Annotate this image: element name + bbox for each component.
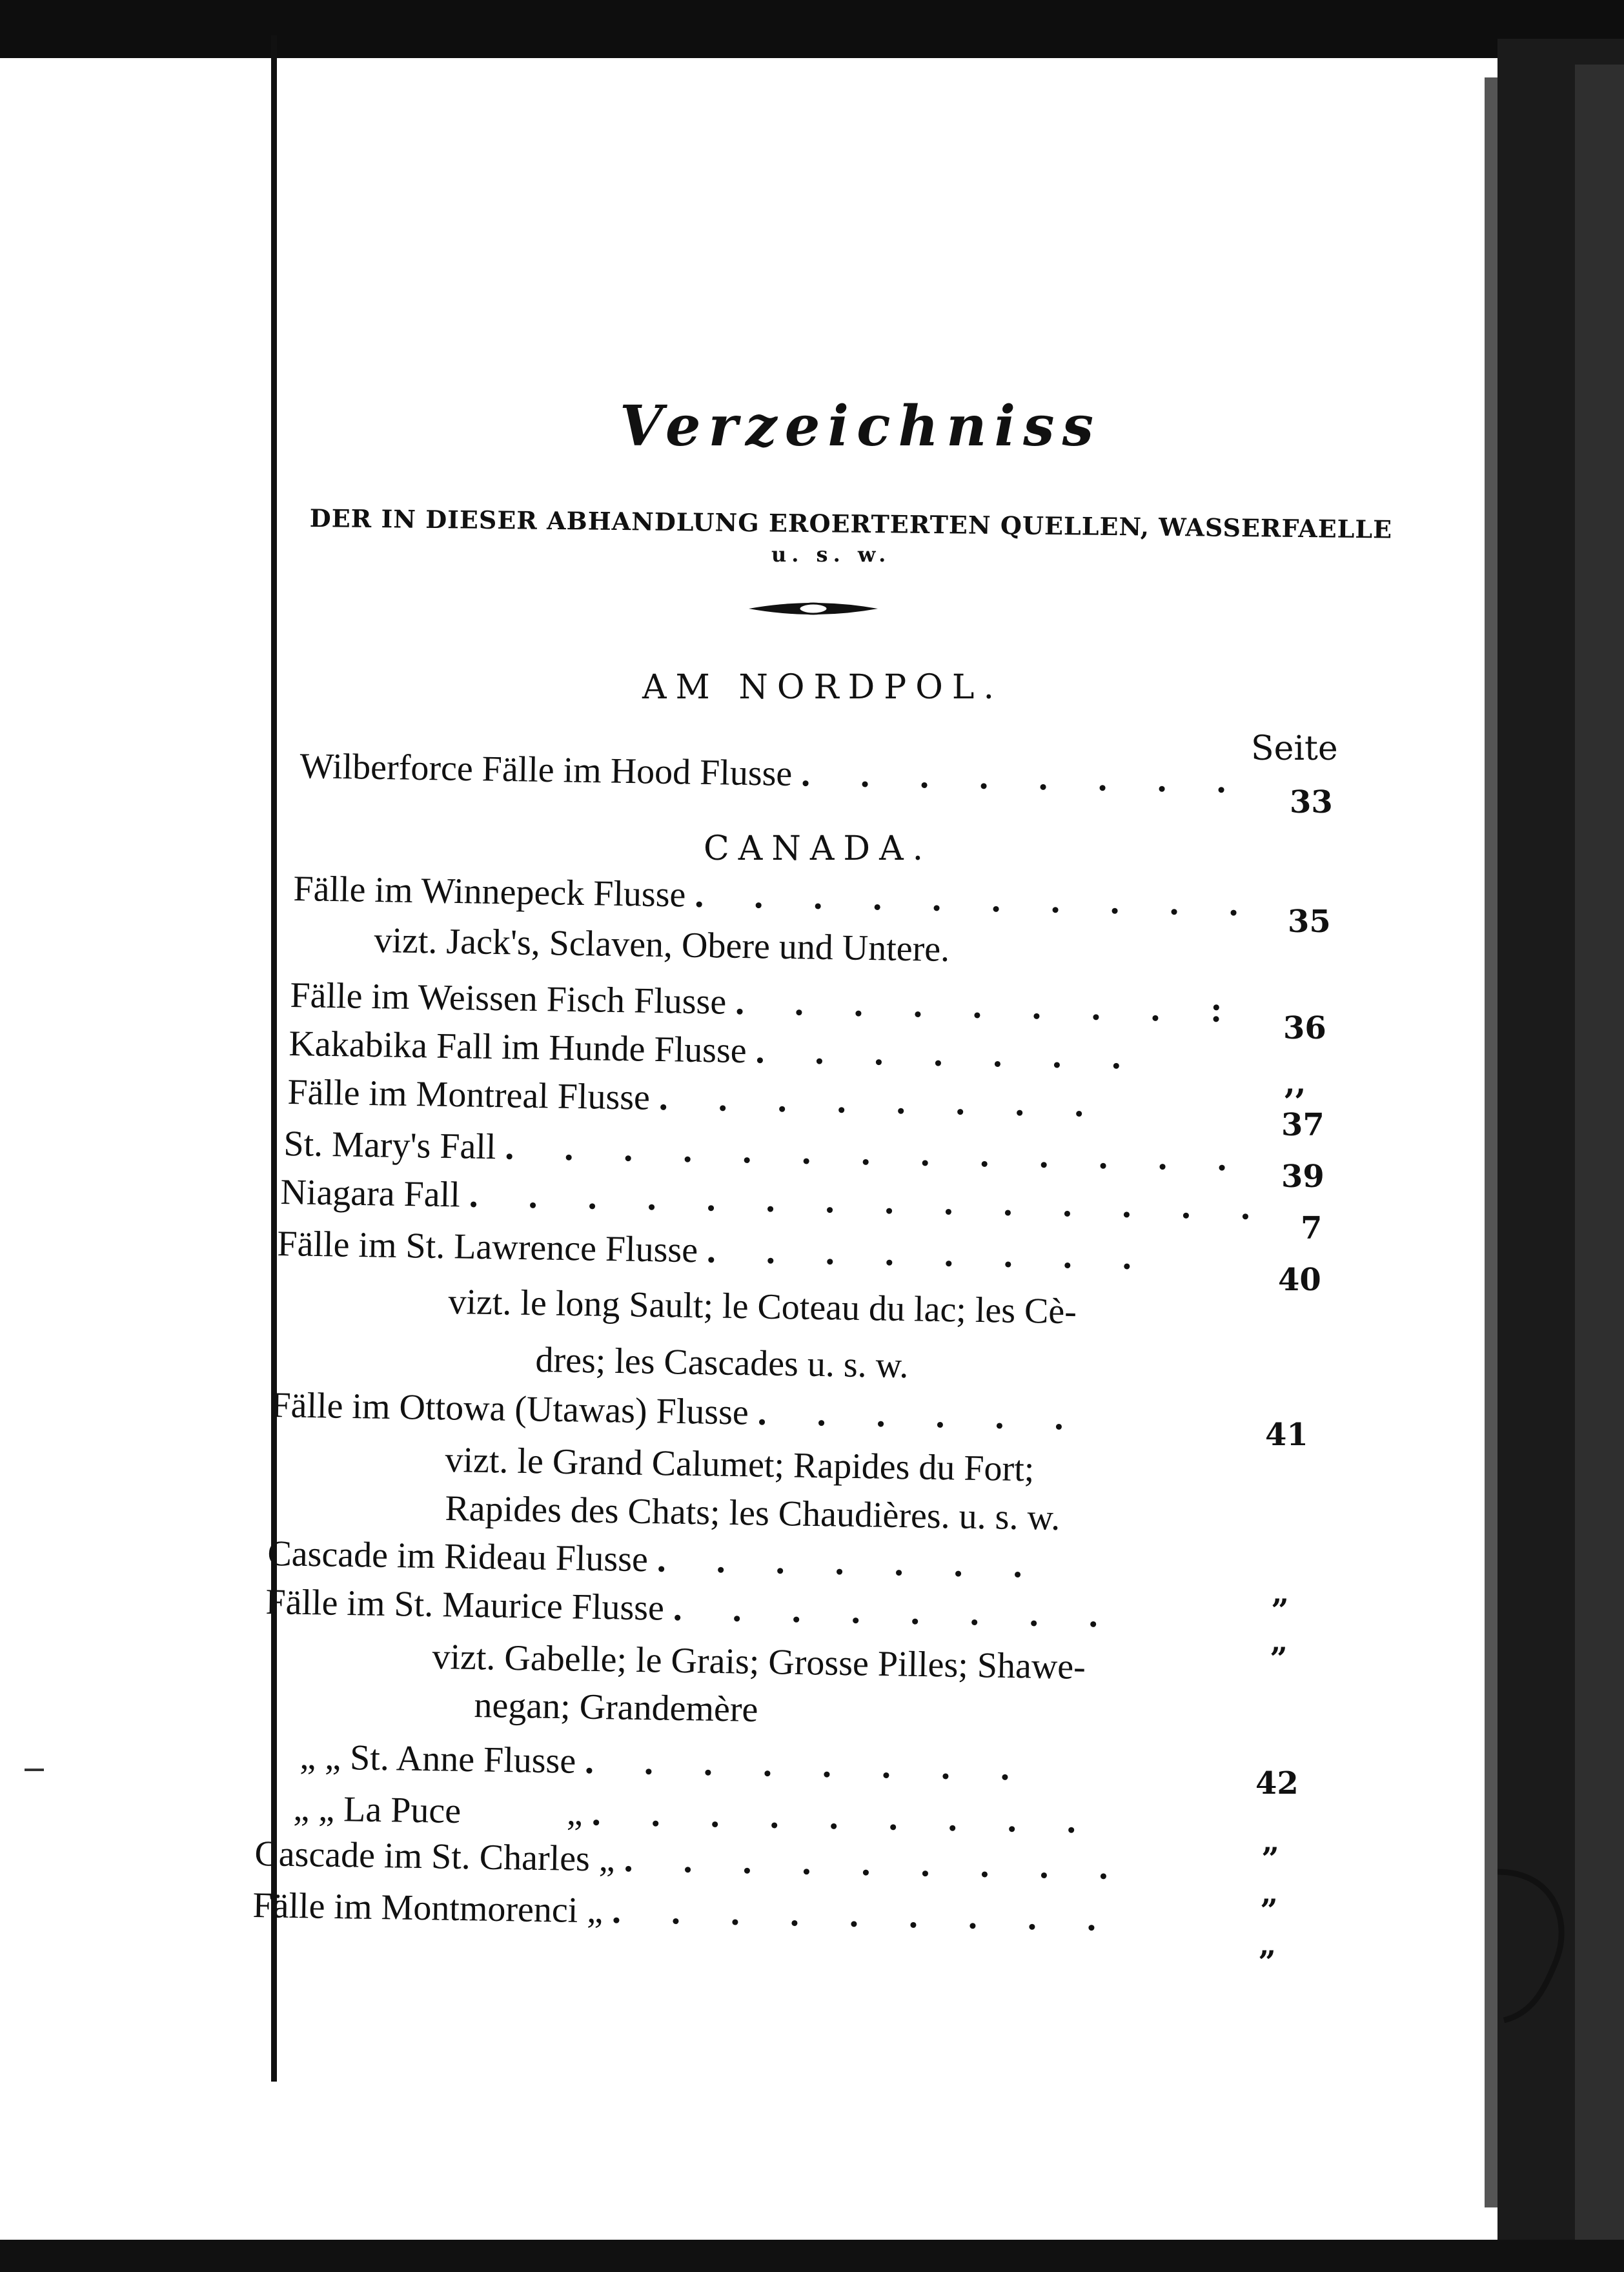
entry-label: Fälle im Montreal Flusse bbox=[287, 1071, 651, 1118]
entry-label: Fälle im St. Maurice Flusse bbox=[265, 1581, 665, 1628]
entry-page: 36 bbox=[1283, 1010, 1326, 1046]
section-heading-canada: CANADA. bbox=[704, 829, 933, 868]
list-item: Fälle im Winnepeck Flusse . . . . . . . . . . bbox=[293, 868, 1259, 924]
list-item: St. Mary's Fall . . . . . . . . . . . . . bbox=[283, 1123, 1248, 1179]
list-item: Wilberforce Fälle im Hood Flusse . . . . . . . . bbox=[299, 746, 1247, 802]
list-item-detail: vizt. le Grand Calumet; Rapides du Fort; bbox=[445, 1439, 1035, 1490]
list-item: Cascade im St. Charles „ . . . . . . . . . bbox=[254, 1833, 1130, 1888]
list-item-detail: Rapides des Chats; les Chaudières. u. s. w. bbox=[445, 1488, 1061, 1538]
entry-label: Fälle im Montmorenci bbox=[252, 1885, 578, 1931]
entry-page: 41 bbox=[1265, 1417, 1308, 1453]
list-item-detail: vizt. Gabelle; le Grais; Grosse Pilles; Shawe- bbox=[432, 1636, 1086, 1687]
entry-label: Fälle im St. Lawrence Flusse bbox=[277, 1223, 698, 1271]
entry-page: 35 bbox=[1288, 904, 1331, 940]
entry-ditto-mark: „ bbox=[598, 1839, 616, 1880]
entry-page: „ bbox=[1272, 1575, 1290, 1611]
section-heading-nordpol: AM NORDPOL. bbox=[642, 668, 1003, 707]
entry-page: 7 bbox=[1301, 1210, 1323, 1246]
list-item-detail: vizt. Jack's, Sclaven, Obere und Untere. bbox=[374, 920, 950, 969]
entry-label: „ „ La Puce bbox=[293, 1788, 462, 1832]
list-item: „ „ La Puce „ . . . . . . . . . bbox=[293, 1788, 1097, 1841]
list-item: Fälle im Montmorenci „ . . . . . . . . . bbox=[252, 1885, 1117, 1940]
list-item: Cascade im Rideau Flusse . . . . . . . bbox=[267, 1533, 1044, 1586]
entry-page: ,, bbox=[1284, 1065, 1306, 1101]
entry-page: „ bbox=[1261, 1875, 1279, 1911]
entry-label: St. Mary's Fall bbox=[283, 1123, 496, 1168]
list-item-detail: negan; Grandemère bbox=[474, 1685, 758, 1730]
entry-page: 37 bbox=[1281, 1107, 1325, 1143]
column-header-seite: Seite bbox=[1251, 729, 1338, 768]
entry-page: „ bbox=[1262, 1823, 1280, 1860]
entry-ditto-mark: „ bbox=[566, 1792, 584, 1834]
list-item-detail: vizt. le long Sault; le Coteau du lac; les Cè- bbox=[448, 1281, 1077, 1332]
page-title: Verzeichniss bbox=[620, 394, 1101, 459]
entry-page: 33 bbox=[1290, 784, 1333, 820]
entry-label: Fälle im Ottowa (Utawas) Flusse bbox=[270, 1384, 749, 1433]
entry-label: Fälle im Weissen Fisch Flusse bbox=[290, 975, 727, 1022]
entry-page: 39 bbox=[1281, 1159, 1325, 1195]
list-item: Fälle im Ottowa (Utawas) Flusse . . . . . . bbox=[270, 1384, 1085, 1438]
entry-label: Cascade im St. Charles bbox=[254, 1833, 591, 1880]
entry-label: „ „ St. Anne Flusse bbox=[299, 1736, 576, 1781]
list-item-detail: dres; les Cascades u. s. w. bbox=[535, 1339, 909, 1386]
entry-label: Niagara Fall bbox=[280, 1172, 461, 1215]
entry-label: Cascade im Rideau Flusse bbox=[267, 1533, 649, 1580]
scan-top-border bbox=[0, 0, 1624, 58]
scan-crop-mark bbox=[1459, 1865, 1588, 2033]
entry-page: „ bbox=[1270, 1623, 1288, 1659]
list-item: Niagara Fall . . . . . . . . . . . . . . bbox=[280, 1172, 1272, 1228]
list-item: „ „ St. Anne Flusse . . . . . . . . bbox=[299, 1736, 1031, 1789]
list-item: Fälle im Weissen Fisch Flusse . . . . . . . . : bbox=[290, 975, 1244, 1031]
entry-label: Kakabika Fall im Hunde Flusse bbox=[289, 1023, 747, 1071]
page-subtitle-usw: u. s. w. bbox=[771, 542, 891, 567]
list-item: Fälle im St. Maurice Flusse . . . . . . . . bbox=[265, 1581, 1119, 1636]
entry-label: Wilberforce Fälle im Hood Flusse bbox=[299, 746, 793, 794]
entry-page: 40 bbox=[1278, 1262, 1321, 1298]
page-subtitle: DER IN DIESER ABHANDLUNG EROERTERTEN QUELLEN, WASSERFAELLE bbox=[309, 503, 1393, 544]
entry-ditto-mark: „ bbox=[586, 1891, 604, 1931]
entry-page: 42 bbox=[1255, 1765, 1299, 1801]
entry-label: Fälle im Winnepeck Flusse bbox=[293, 868, 686, 915]
scan-bottom-border bbox=[0, 2240, 1624, 2272]
list-item: Fälle im St. Lawrence Flusse . . . . . . . . bbox=[277, 1223, 1153, 1278]
list-item: Fälle im Montreal Flusse . . . . . . . . bbox=[287, 1071, 1105, 1125]
ornament-divider-icon bbox=[749, 597, 878, 620]
entry-page: „ bbox=[1259, 1927, 1277, 1963]
page-gutter-rule bbox=[271, 36, 277, 2082]
list-item: Kakabika Fall im Hunde Flusse . . . . . . . bbox=[289, 1023, 1142, 1077]
margin-mark bbox=[25, 1769, 44, 1771]
